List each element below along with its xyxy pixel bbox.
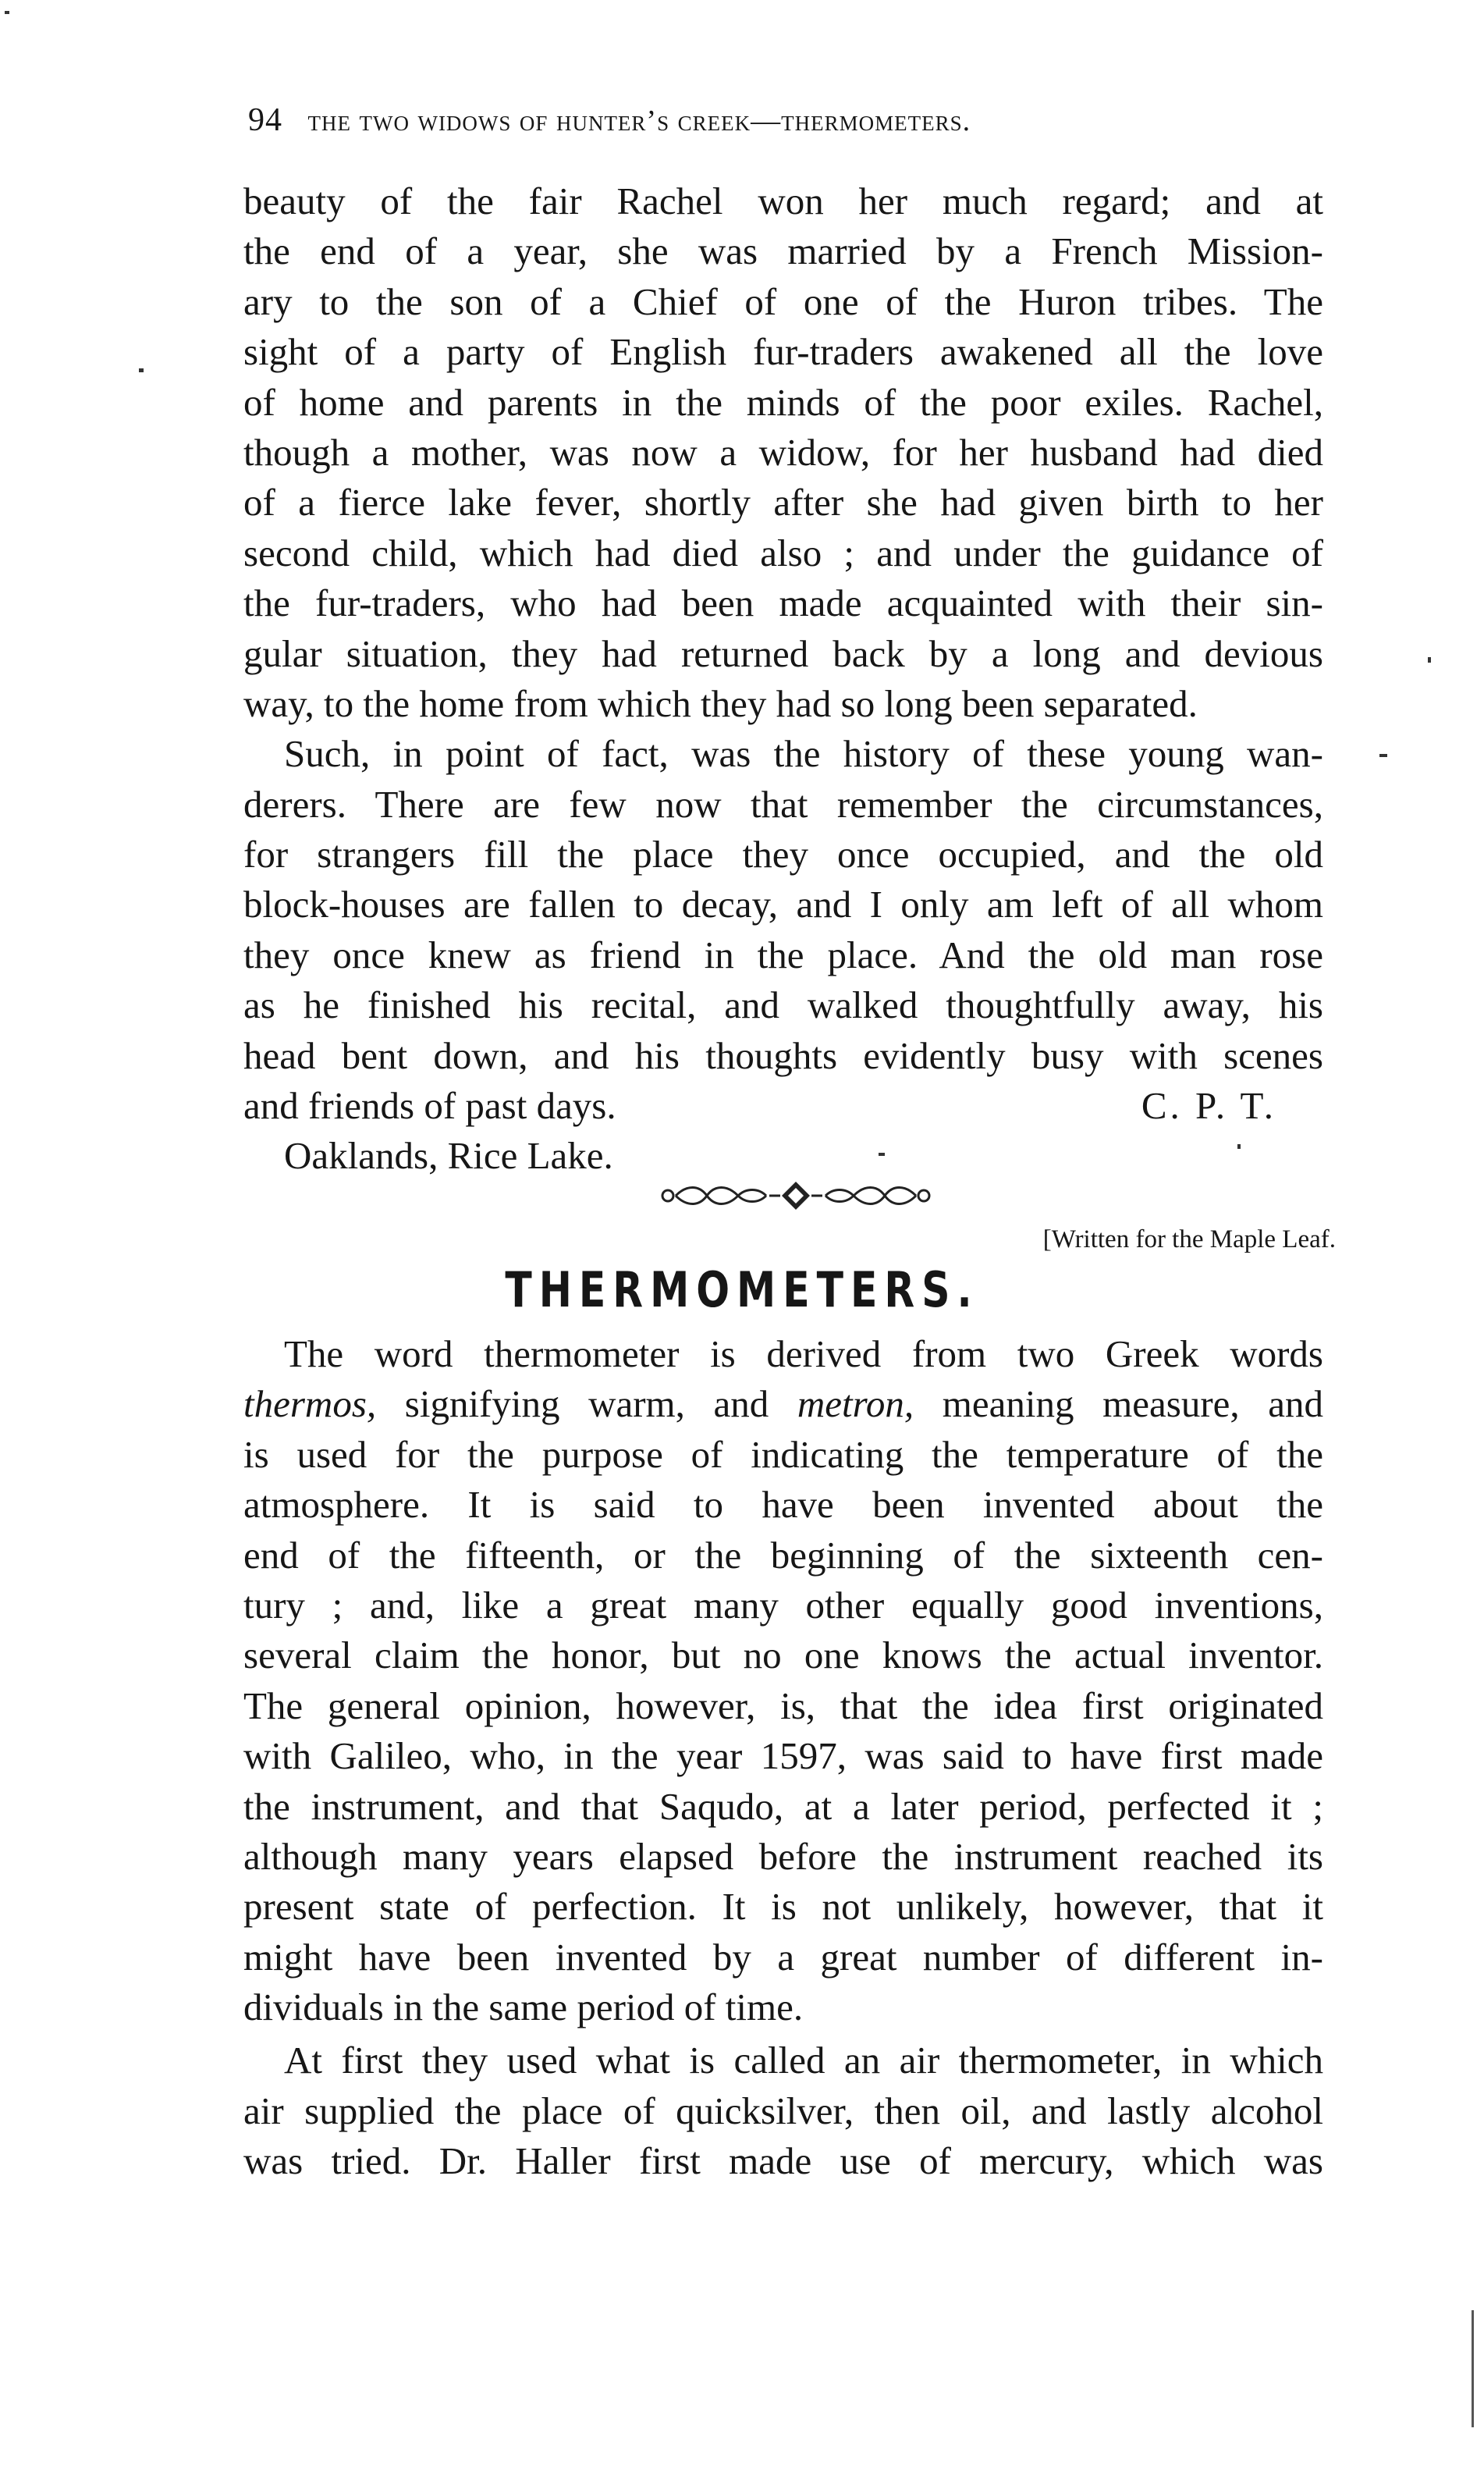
article-line: air supplied the place of quicksilver, then oil, and lastly alcohol (243, 2089, 1323, 2132)
story-line: derers. There are few now that remember the circumstances, (243, 782, 1323, 826)
article-line: end of the fifteenth, or the beginning of the sixteenth cen- (243, 1533, 1323, 1577)
running-title: the two widows of hunter’s creek—thermometers. (307, 105, 971, 137)
story-line: the end of a year, she was married by a French Mission- (243, 229, 1323, 273)
story-line: beauty of the fair Rachel won her much regard; and at (243, 180, 1323, 222)
article-line: The word thermometer is derived from two Greek words (284, 1332, 1323, 1375)
article-title: THERMOMETERS. (505, 1262, 979, 1319)
story-line: they once knew as friend in the place. And the old man rose (243, 933, 1323, 976)
story-line: of a fierce lake fever, shortly after she had given birth to her (243, 481, 1323, 524)
scan-speck (5, 11, 9, 14)
article-line: dividuals in the same period of time. (243, 1986, 804, 2029)
author-signature: C. P. T. (1141, 1084, 1276, 1128)
article-line: present state of perfection. It is not unlikely, however, that it (243, 1885, 1323, 1929)
story-line: way, to the home from which they had so long been separated. (243, 681, 1198, 725)
page-number: 94 (248, 102, 282, 138)
article-line: is used for the purpose of indicating the temperature of the (243, 1432, 1323, 1476)
story-line: for strangers fill the place they once occupied, and the old (243, 833, 1323, 876)
scan-edge-line (1472, 2310, 1474, 2427)
story-line: sight of a party of English fur-traders awakened all the love (243, 330, 1323, 374)
article-line-segment: meaning measure, and (914, 1382, 1324, 1426)
story-line: as he finished his recital, and walked thoughtfully away, his (243, 983, 1323, 1027)
story-line: block-houses are fallen to decay, and I only am left of all whom (243, 883, 1323, 926)
article-line: tury ; and, like a great many other equally good inventions, (243, 1583, 1323, 1627)
closing-line-with-signature (243, 1081, 1323, 1131)
scan-speck (1237, 1144, 1241, 1149)
article-line: The general opinion, however, is, that the idea first originated (243, 1683, 1323, 1727)
story-line: head bent down, and his thoughts evidently busy with scenes (243, 1033, 1323, 1077)
article-line: At first they used what is called an air thermometer, in which (284, 2039, 1323, 2082)
article-paragraph-1-lines (243, 1430, 1323, 1982)
article-paragraph-1 (243, 1329, 1323, 2032)
scan-speck (1379, 754, 1387, 757)
place-line: Oaklands, Rice Lake. (284, 1134, 613, 1178)
running-header (248, 100, 1325, 141)
ornamental-divider (655, 1179, 936, 1213)
article-line: the instrument, and that Saqudo, at a later period, perfected it ; (243, 1784, 1323, 1828)
greek-term-thermos: thermos, (243, 1382, 377, 1426)
scan-speck (879, 1153, 885, 1156)
article-line: several claim the honor, but no one knows the actual inventor. (243, 1634, 1323, 1677)
story-line: ary to the son of a Chief of one of the Huron tribes. The (243, 279, 1323, 323)
story-line: of home and parents in the minds of the poor exiles. Rachel, (243, 380, 1323, 424)
story-line: the fur-traders, who had been made acquainted with their sin- (243, 581, 1323, 625)
article-line: was tried. Dr. Haller first made use of mercury, which was (243, 2139, 1323, 2183)
story-line: Such, in point of fact, was the history of these young wan- (284, 732, 1323, 776)
article-line: might have been invented by a great number of different in- (243, 1935, 1323, 1979)
article-line-segment: signifying warm, and (376, 1382, 797, 1426)
article-line: atmosphere. It is said to have been invented about the (243, 1483, 1323, 1527)
closing-line: and friends of past days. (243, 1084, 616, 1128)
article-paragraph-2 (243, 2035, 1323, 2186)
story-line: gular situation, they had returned back by a long and devious (243, 631, 1323, 675)
article-line-with-greek-terms (243, 1379, 1323, 1429)
greek-term-metron: metron, (797, 1382, 914, 1426)
story-paragraph-2 (243, 729, 1323, 1081)
story-line: though a mother, was now a widow, for her husband had died (243, 430, 1323, 474)
story-paragraph-1 (243, 176, 1323, 729)
story-text (243, 176, 1323, 1182)
article-line: although many years elapsed before the instrument reached its (243, 1834, 1323, 1878)
article-text (243, 1329, 1323, 2187)
scan-speck (139, 368, 144, 372)
article-line: with Galileo, who, in the year 1597, was said to have first made (243, 1734, 1323, 1778)
story-line: second child, which had died also ; and under the guidance of (243, 531, 1323, 574)
publication-credit: [Written for the Maple Leaf. (1042, 1225, 1336, 1253)
scan-speck (1428, 657, 1431, 663)
